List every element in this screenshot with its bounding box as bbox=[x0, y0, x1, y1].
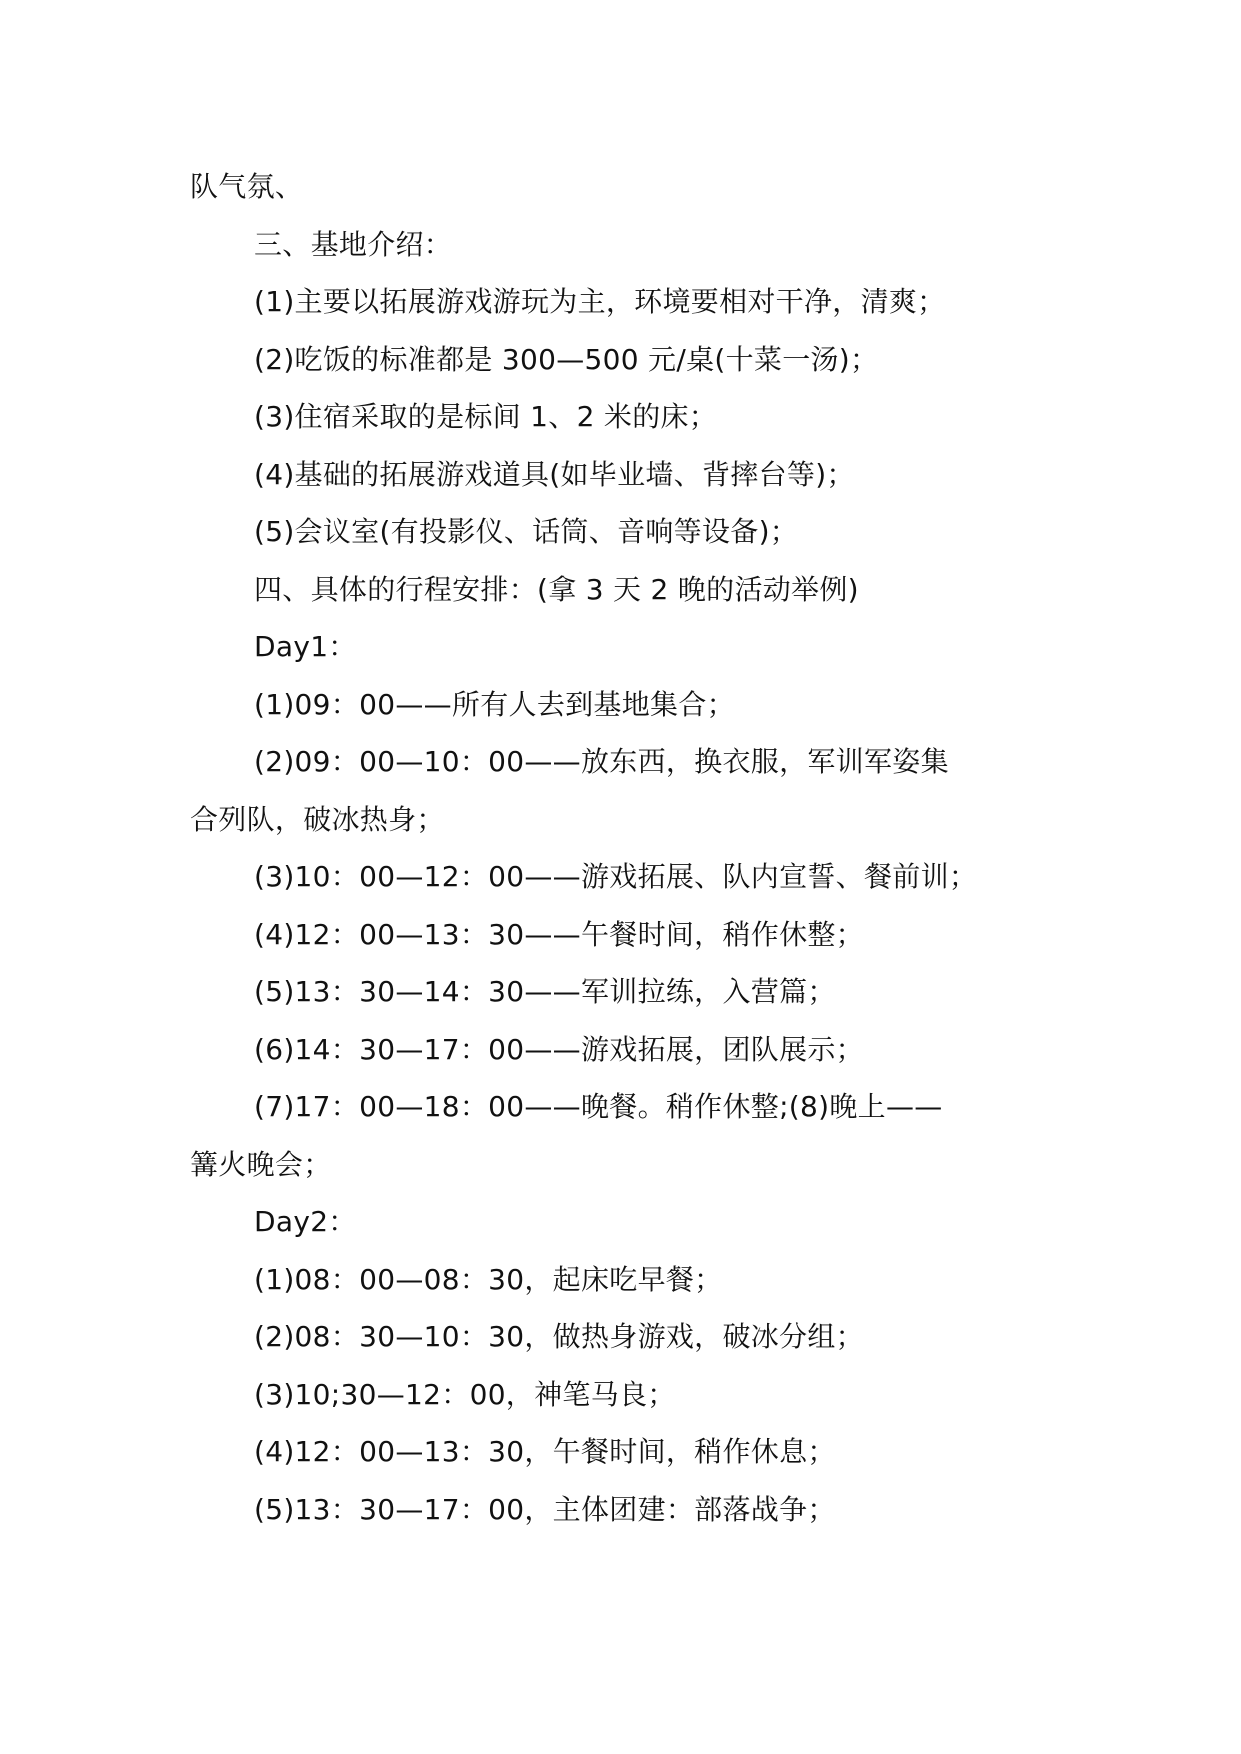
text-line: (4)12：00—13：30——午餐时间，稍作休整； bbox=[254, 917, 864, 951]
text-line: (3)住宿采取的是标间 1、2 米的床； bbox=[254, 400, 718, 433]
text-line: (4)基础的拓展游戏道具(如毕业墙、背摔台等)； bbox=[254, 457, 855, 491]
text-line: (2)09：00—10：00——放东西，换衣服，军训军姿集 bbox=[254, 745, 949, 778]
text-line: (5)13：30—14：30——军训拉练，入营篇； bbox=[254, 975, 836, 1008]
text-line: 篝火晚会； bbox=[190, 1147, 332, 1181]
text-line: (1)09：00——所有人去到基地集合； bbox=[254, 687, 735, 721]
text-line: (5)会议室(有投影仪、话筒、音响等设备)； bbox=[254, 515, 799, 548]
text-line: (7)17：00—18：00——晚餐。稍作休整;(8)晚上—— bbox=[254, 1090, 943, 1123]
text-line: 四、具体的行程安排：(拿 3 天 2 晚的活动举例) bbox=[254, 572, 859, 606]
document-body bbox=[190, 158, 1050, 1538]
text-line: Day2： bbox=[254, 1205, 357, 1238]
text-line: (3)10：00—12：00——游戏拓展、队内宣誓、餐前训； bbox=[254, 860, 978, 893]
text-line: (1)08：00—08：30，起床吃早餐； bbox=[254, 1262, 723, 1296]
text-line: (3)10;30—12：00，神笔马良； bbox=[254, 1377, 676, 1411]
text-line: 合列队，破冰热身； bbox=[190, 802, 445, 836]
text-line: (6)14：30—17：00——游戏拓展，团队展示； bbox=[254, 1032, 864, 1066]
text-line: (2)吃饭的标准都是 300—500 元/桌(十菜一汤)； bbox=[254, 342, 879, 376]
text-line: (5)13：30—17：00，主体团建：部落战争； bbox=[254, 1492, 836, 1526]
text-line: Day1： bbox=[254, 630, 357, 663]
text-line: 三、基地介绍： bbox=[254, 227, 453, 261]
text-line: (1)主要以拓展游戏游玩为主，环境要相对干净，清爽； bbox=[254, 285, 946, 318]
text-line: (4)12：00—13：30，午餐时间，稍作休息； bbox=[254, 1435, 836, 1468]
text-line: 队气氛、 bbox=[190, 170, 304, 203]
text-line: (2)08：30—10：30，做热身游戏，破冰分组； bbox=[254, 1320, 864, 1353]
